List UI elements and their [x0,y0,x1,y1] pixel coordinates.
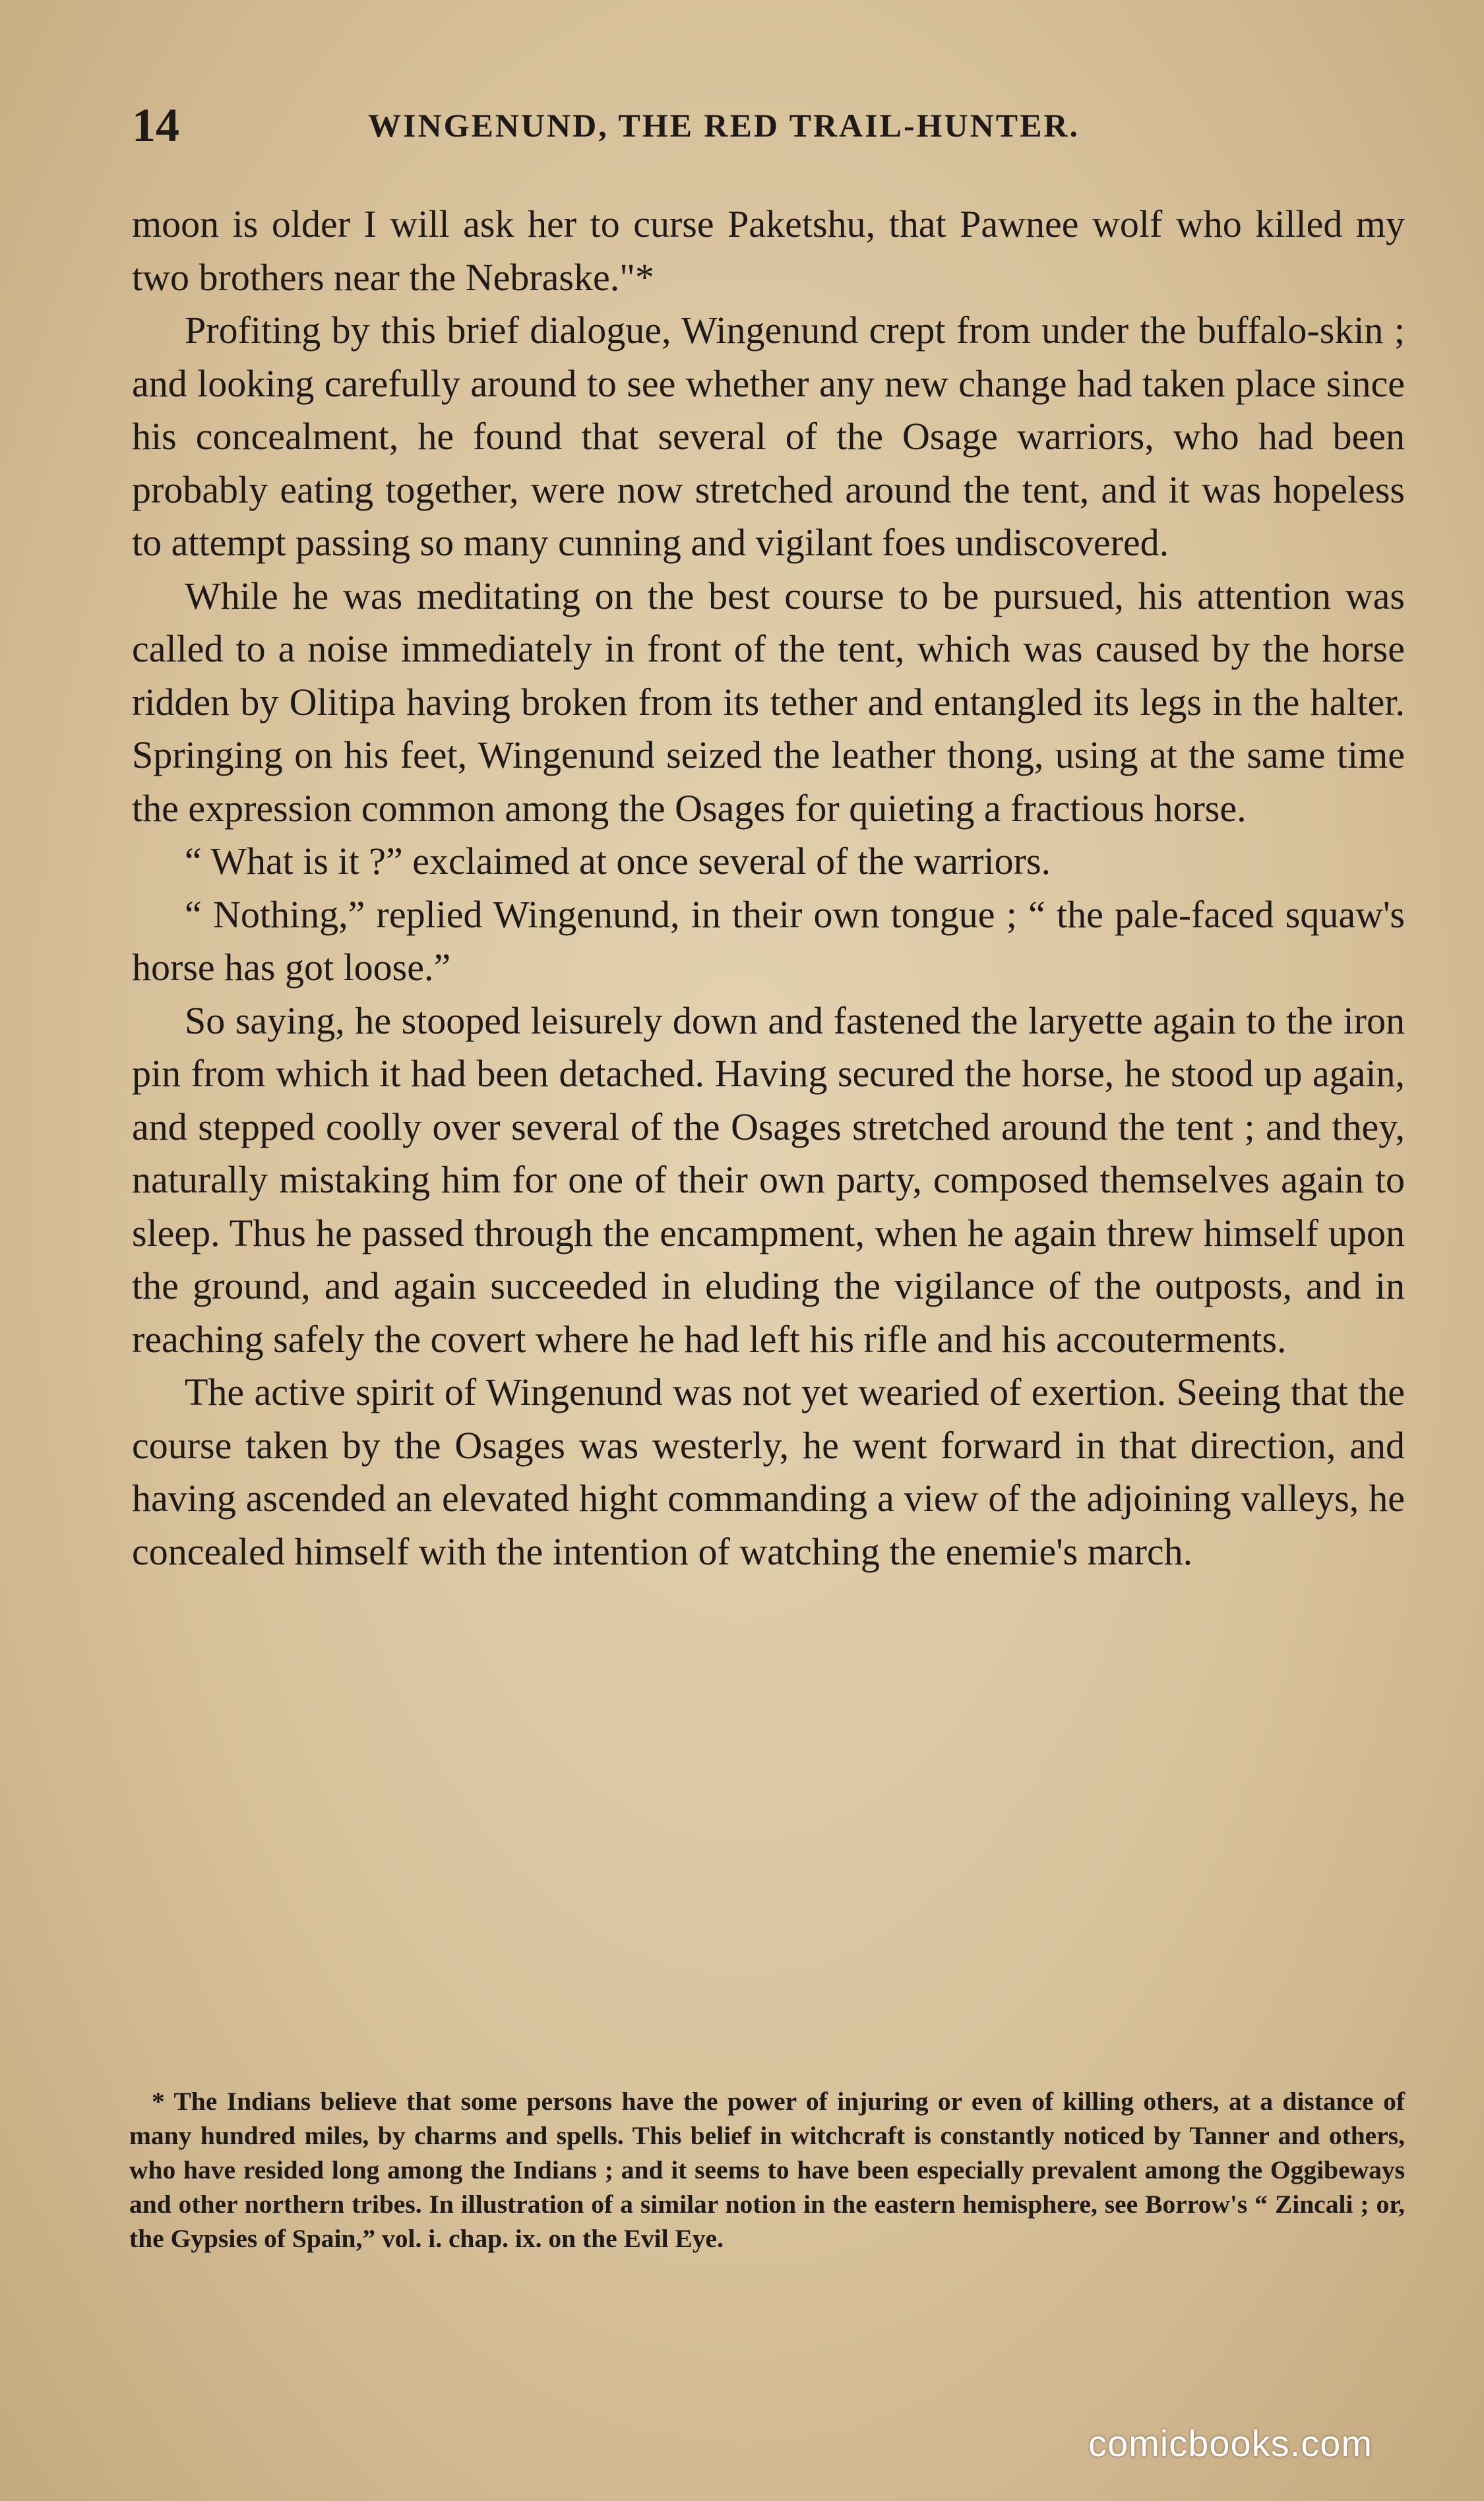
footnote [129,2084,1405,2256]
body-text [132,198,1405,1578]
paragraph: “ Nothing,” replied Wingenund, in their own tongue ; “ the pale-faced squaw's horse has got loose.” [132,892,1405,989]
paragraph: While he was meditating on the best course to be pursued, his attention was called to a noise immediately in front of the tent, which was caused by the horse ridden by Olitipa having broken from its tether and entangled its legs in the halter. Springing on his feet, Wingenund seized the leather thong, using at the same time the expression common among the Osages for quieting a fractious horse. [132,574,1405,830]
paragraph: So saying, he stooped leisurely down and fastened the laryette again to the iron pin from which it had been detached. Having secured the horse, he stood up again, and stepped coolly over several of the Osages stretched around the tent ; and they, naturally mistaking him for one of their own party, composed themselves again to sleep. Thus he passed through the encampment, when he again threw himself upon the ground, and again succeeded in eluding the vigilance of the outposts, and in reaching safely the covert where he had left his rifle and his accouterments. [132,999,1405,1361]
paragraph: The active spirit of Wingenund was not yet wearied of exertion. Seeing that the course taken by the Osages was westerly, he went forward in that direction, and having ascended an elevated hight commanding a view of the adjoining valleys, he concealed himself with the intention of watching the enemie's march. [132,1371,1405,1573]
watermark: comicbooks.com [1088,2423,1373,2464]
paragraph-continuation: moon is older I will ask her to curse Paketshu, that Pawnee wolf who killed my two brothers near the Nebraske."* [132,202,1405,299]
running-title: WINGENUND, THE RED TRAIL-HUNTER. [368,107,1080,144]
paragraph: Profiting by this brief dialogue, Wingenund crept from under the buffalo-skin ; and looking carefully around to see whether any new change had taken place since his concealment, he found that several of the Osage warriors, who had been probably eating together, were now stretched around the tent, and it was hopeless to attempt passing so many cunning and vigilant foes undiscovered. [132,309,1405,564]
running-head [132,92,1425,158]
page-number: 14 [132,99,179,152]
paragraph: “ What is it ?” exclaimed at once several of the warriors. [185,840,1051,882]
footnote-text: * The Indians believe that some persons have the power of injuring or even of killing others, at a distance of many hundred miles, by charms and spells. This belief in witchcraft is constantly noticed by Tanner and others, who have resided long among the Indians ; and it seems to have been especially prevalent among the Oggibeways and other northern tribes. In illustration of a similar notion in the eastern hemisphere, see Borrow's “ Zincali ; or, the Gypsies of Spain,” vol. i. chap. ix. on the Evil Eye. [129,2087,1405,2253]
